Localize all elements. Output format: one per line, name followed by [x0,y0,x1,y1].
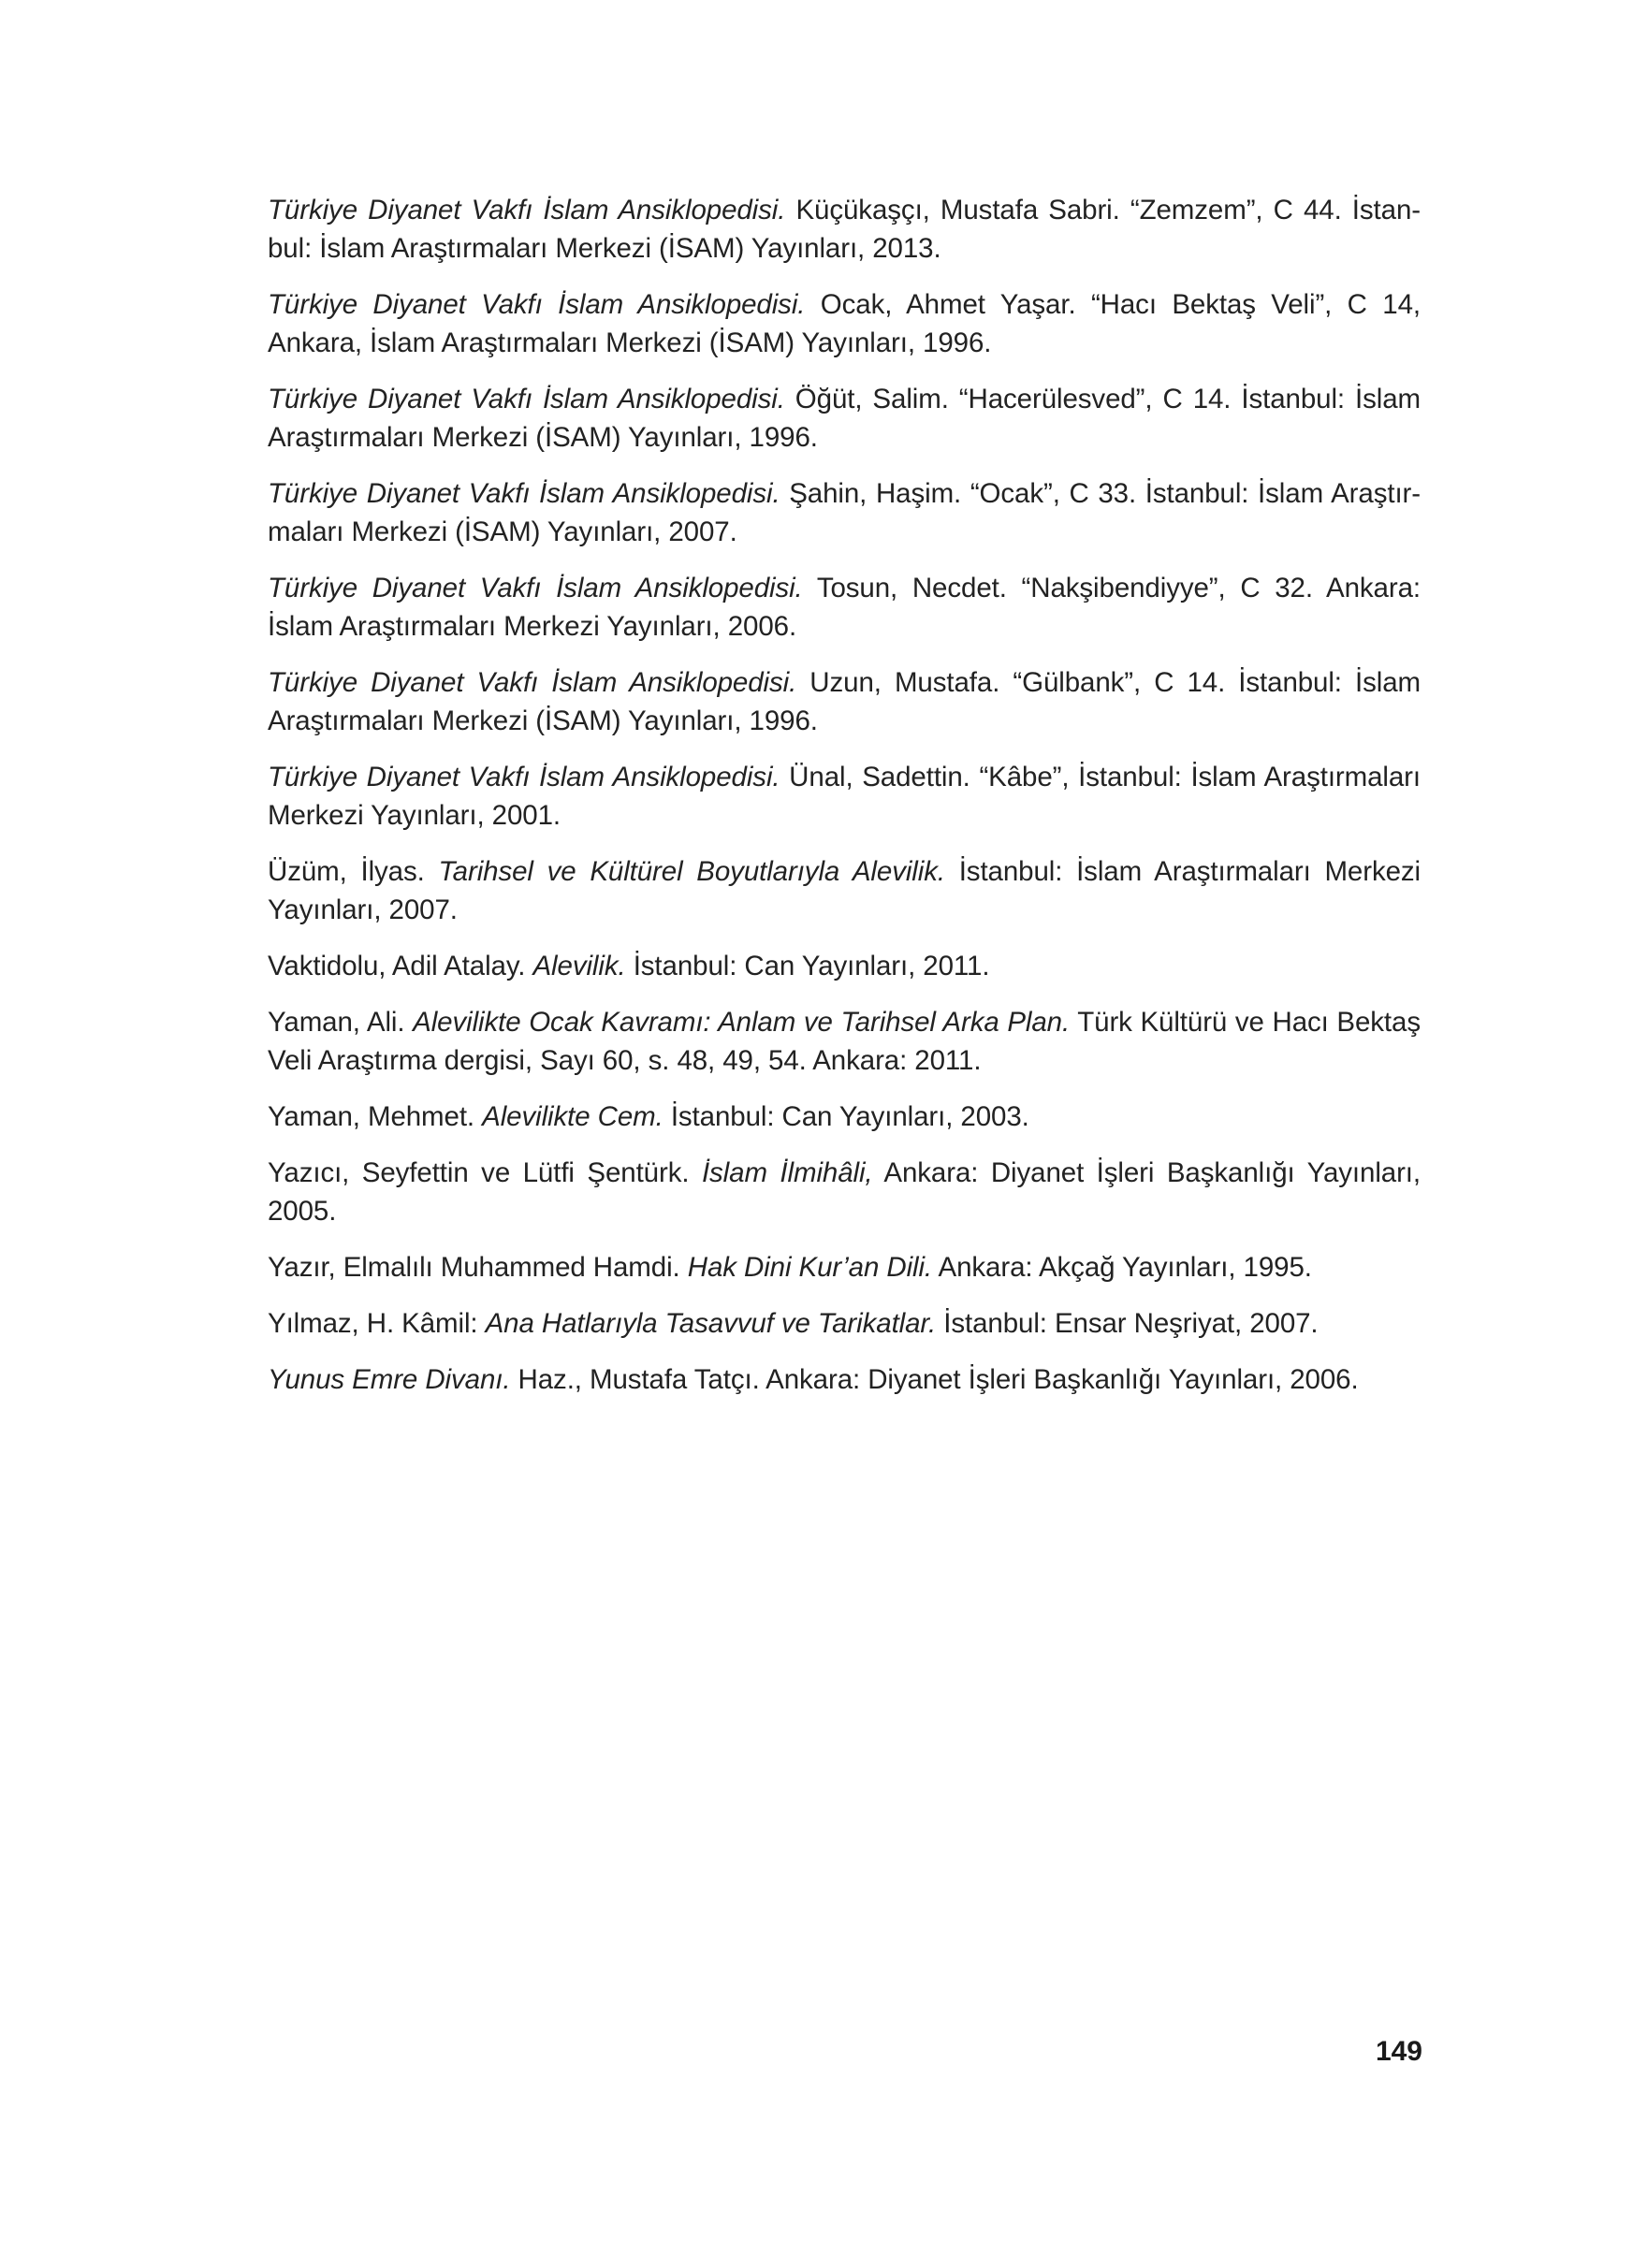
bibliography-list [268,191,1421,1417]
entry-title-italic: Türkiye Diyanet Vakfı İslam Ansiklopedisi. [268,762,780,792]
bibliography-entry [268,1098,1421,1136]
bibliography-entry [268,1360,1421,1399]
entry-text: Şahin, Haşim. “Ocak”, C 33. İstanbul: İslam Araştır-maları Merkezi (İSAM) Yayınları, 2007. [268,478,1421,547]
entry-title-italic: Türkiye Diyanet Vakfı İslam Ansiklopedisi. [268,289,806,320]
entry-text: İstanbul: Can Yayınları, 2011. [625,951,990,981]
entry-text: Yılmaz, H. Kâmil: [268,1308,486,1339]
entry-text: Yaman, Mehmet. [268,1101,483,1132]
bibliography-entry [268,1248,1421,1287]
entry-title-italic: Türkiye Diyanet Vakfı İslam Ansiklopedisi. [268,478,780,509]
entry-text: Küçükaşçı, Mustafa Sabri. “Zemzem”, C 44. İstan-bul: İslam Araştırmaları Merkezi (İSAM) Yayınları, 2013. [268,195,1421,264]
bibliography-entry [268,852,1421,929]
bibliography-entry [268,380,1421,457]
entry-text: İstanbul: Ensar Neşriyat, 2007. [936,1308,1319,1339]
entry-text: Tosun, Necdet. “Nakşibendiyye”, C 32. Ankara: İslam Araştırmaları Merkezi Yayınları, 2006. [268,573,1421,642]
entry-title-italic: İslam İlmihâli, [701,1157,873,1188]
entry-title-italic: Alevilikte Cem. [482,1101,663,1132]
bibliography-entry [268,1304,1421,1343]
entry-text: İstanbul: Can Yayınları, 2003. [663,1101,1029,1132]
entry-title-italic: Türkiye Diyanet Vakfı İslam Ansiklopedisi. [268,667,797,698]
entry-title-italic: Tarihsel ve Kültürel Boyutlarıyla Alevilik. [438,856,945,887]
entry-title-italic: Yunus Emre Divanı. [268,1364,511,1395]
entry-text: Ankara: Akçağ Yayınları, 1995. [932,1252,1312,1283]
entry-text: Haz., Mustafa Tatçı. Ankara: Diyanet İşleri Başkanlığı Yayınları, 2006. [510,1364,1359,1395]
entry-title-italic: Türkiye Diyanet Vakfı İslam Ansiklopedisi. [268,195,786,225]
entry-text: Vaktidolu, Adil Atalay. [268,951,533,981]
page-number: 149 [1375,2036,1422,2067]
entry-text: Öğüt, Salim. “Hacerülesved”, C 14. İstanbul: İslam Araştırmaları Merkezi (İSAM) Yayınları, 1996. [268,384,1421,453]
entry-text: Ocak, Ahmet Yaşar. “Hacı Bektaş Veli”, C 14, Ankara, İslam Araştırmaları Merkezi (İSAM) Yayınları, 1996. [268,289,1421,358]
entry-text: Yazır, Elmalılı Muhammed Hamdi. [268,1252,688,1283]
bibliography-entry [268,191,1421,268]
entry-title-italic: Ana Hatlarıyla Tasavvuf ve Tarikatlar. [485,1308,937,1339]
bibliography-entry [268,663,1421,740]
bibliography-entry [268,1154,1421,1230]
entry-title-italic: Alevilik. [532,951,626,981]
entry-text: İstanbul: İslam Araştırmaları Merkezi Yayınları, 2007. [268,856,1422,925]
bibliography-entry [268,285,1421,362]
entry-title-italic: Alevilikte Ocak Kavramı: Anlam ve Tarihsel Arka Plan. [413,1007,1071,1038]
bibliography-entry [268,1003,1421,1080]
entry-text: Ankara: Diyanet İşleri Başkanlığı Yayınları, 2005. [268,1157,1421,1227]
entry-text: Yaman, Ali. [268,1007,414,1038]
entry-text: Uzun, Mustafa. “Gülbank”, C 14. İstanbul: İslam Araştırmaları Merkezi (İSAM) Yayınları, 1996. [268,667,1421,736]
entry-title-italic: Türkiye Diyanet Vakfı İslam Ansiklopedisi. [268,384,785,414]
bibliography-entry [268,947,1421,985]
entry-title-italic: Türkiye Diyanet Vakfı İslam Ansiklopedisi. [268,573,803,603]
bibliography-entry [268,569,1421,646]
entry-text: Yazıcı, Seyfettin ve Lütfi Şentürk. [268,1157,702,1188]
entry-text: Üzüm, İlyas. [268,856,439,887]
bibliography-entry [268,474,1421,551]
entry-text: Türk Kültürü ve Hacı Bektaş Veli Araştırma dergisi, Sayı 60, s. 48, 49, 54. Ankara: 2011. [268,1007,1421,1076]
bibliography-entry [268,758,1421,835]
entry-text: Ünal, Sadettin. “Kâbe”, İstanbul: İslam Araştırmaları Merkezi Yayınları, 2001. [268,762,1421,831]
entry-title-italic: Hak Dini Kur’an Dili. [687,1252,933,1283]
